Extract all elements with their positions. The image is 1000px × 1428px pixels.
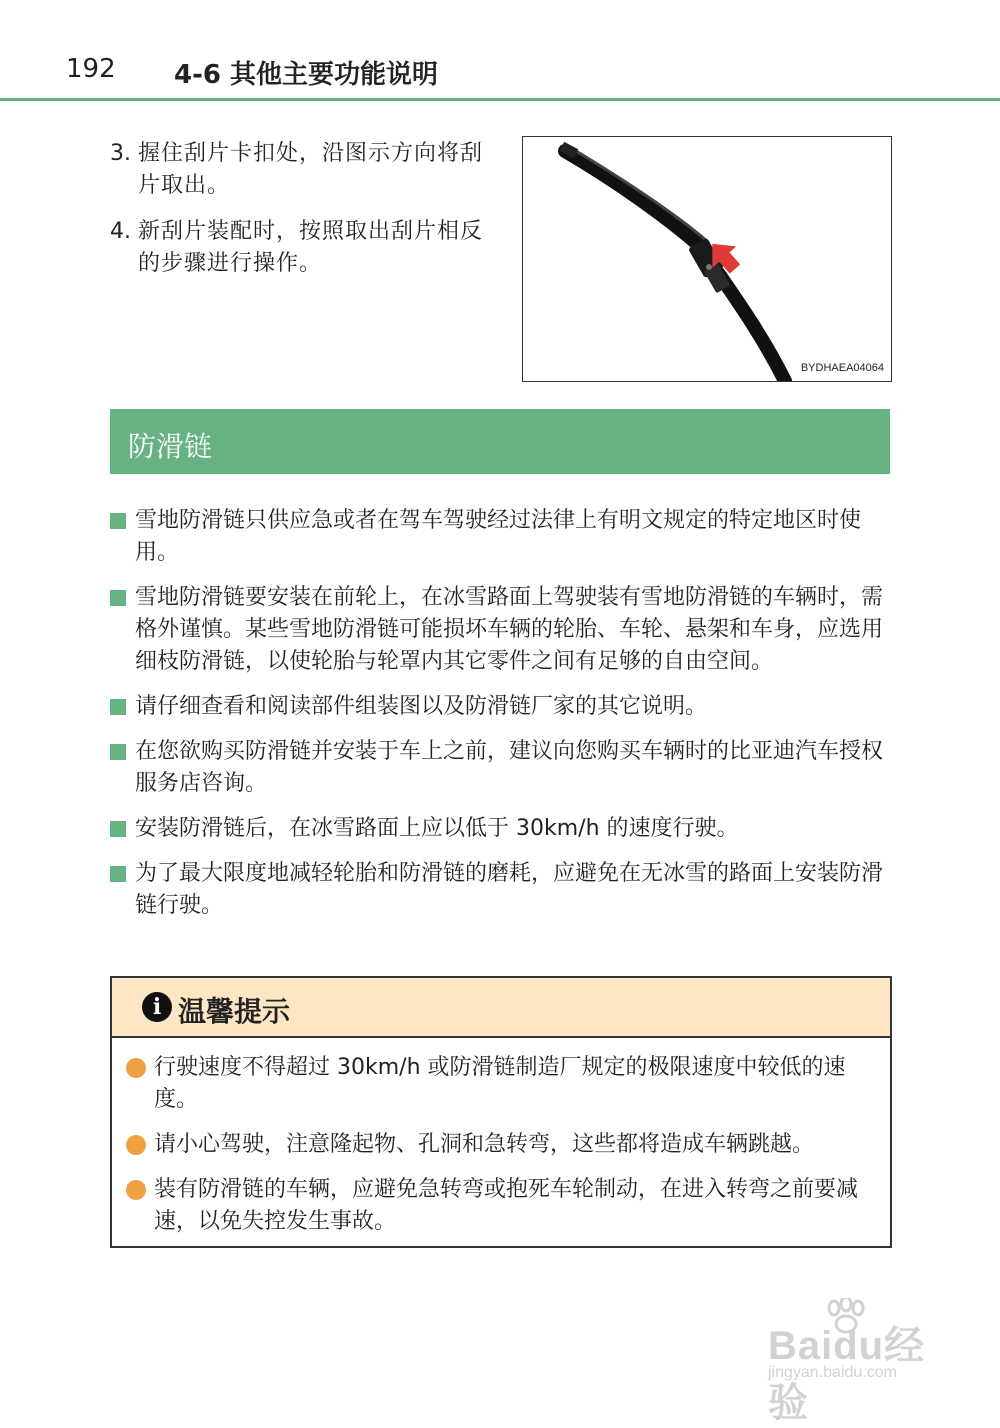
step-text: 握住刮片卡扣处，沿图示方向将刮片取出。 xyxy=(138,141,484,198)
section-title: 4-6 其他主要功能说明 xyxy=(174,60,439,90)
orange-dot-icon xyxy=(126,1135,146,1155)
tip-text: 请小心驾驶，注意隆起物、孔洞和急转弯，这些都将造成车辆跳越。 xyxy=(154,1132,815,1157)
bullet-text: 请仔细查看和阅读部件组装图以及防滑链厂家的其它说明。 xyxy=(135,694,708,719)
step-list xyxy=(110,138,500,294)
step-number: 3. xyxy=(110,141,131,166)
tip-text: 装有防滑链的车辆，应避免急转弯或抱死车轮制动，在进入转弯之前要减速，以免失控发生事故。 xyxy=(154,1177,859,1234)
bullet-text: 安装防滑链后，在冰雪路面上应以低于 30km/h 的速度行驶。 xyxy=(135,816,739,841)
bullet-text: 为了最大限度地减轻轮胎和防滑链的磨耗，应避免在无冰雪的路面上安装防滑链行驶。 xyxy=(135,861,884,918)
watermark-url: jingyan.baidu.com xyxy=(768,1364,897,1381)
wiper-figure xyxy=(522,136,892,382)
step-item xyxy=(110,216,500,280)
list-item xyxy=(110,582,895,678)
figure-code: BYDHAEA04064 xyxy=(798,361,887,375)
list-item xyxy=(110,505,895,569)
wiper-blade-illustration xyxy=(523,137,891,381)
info-icon: i xyxy=(142,992,172,1022)
square-bullet-icon xyxy=(110,821,126,837)
list-item xyxy=(126,1129,878,1161)
list-item xyxy=(126,1174,878,1238)
baidu-watermark xyxy=(764,1298,964,1425)
square-bullet-icon xyxy=(110,699,126,715)
page-header xyxy=(0,0,1000,100)
tip-box-title: 温馨提示 xyxy=(178,995,291,1028)
orange-dot-icon xyxy=(126,1180,146,1200)
tip-text: 行驶速度不得超过 30km/h 或防滑链制造厂规定的极限速度中较低的速度。 xyxy=(154,1055,846,1112)
square-bullet-icon xyxy=(110,744,126,760)
bullet-list xyxy=(110,505,895,935)
list-item xyxy=(110,858,895,922)
watermark-brand: Baidu经验 xyxy=(768,1324,926,1425)
step-item xyxy=(110,138,500,202)
step-number: 4. xyxy=(110,219,131,244)
step-text: 新刮片装配时，按照取出刮片相反的步骤进行操作。 xyxy=(138,219,484,276)
orange-dot-icon xyxy=(126,1058,146,1078)
square-bullet-icon xyxy=(110,513,126,529)
bullet-text: 雪地防滑链要安装在前轮上，在冰雪路面上驾驶装有雪地防滑链的车辆时，需格外谨慎。某些雪地防滑链可能损坏车辆的轮胎、车轮、悬架和车身，应选用细枝防滑链，以使轮胎与轮罩内其它零件之间有足够的自由空间。 xyxy=(135,585,884,674)
section-heading: 防滑链 xyxy=(128,430,213,463)
square-bullet-icon xyxy=(110,866,126,882)
square-bullet-icon xyxy=(110,590,126,606)
bullet-text: 在您欲购买防滑链并安装于车上之前，建议向您购买车辆时的比亚迪汽车授权服务店咨询。 xyxy=(135,739,884,796)
section-heading-bar xyxy=(110,409,890,474)
header-divider xyxy=(0,98,1000,101)
bullet-text: 雪地防滑链只供应急或者在驾车驾驶经过法律上有明文规定的特定地区时使用。 xyxy=(135,508,862,565)
tip-box-header xyxy=(112,978,890,1038)
list-item xyxy=(110,691,895,723)
tip-list xyxy=(126,1052,878,1251)
page-number: 192 xyxy=(66,54,116,84)
tip-box xyxy=(110,976,892,1248)
list-item xyxy=(126,1052,878,1116)
list-item xyxy=(110,736,895,800)
list-item xyxy=(110,813,895,845)
